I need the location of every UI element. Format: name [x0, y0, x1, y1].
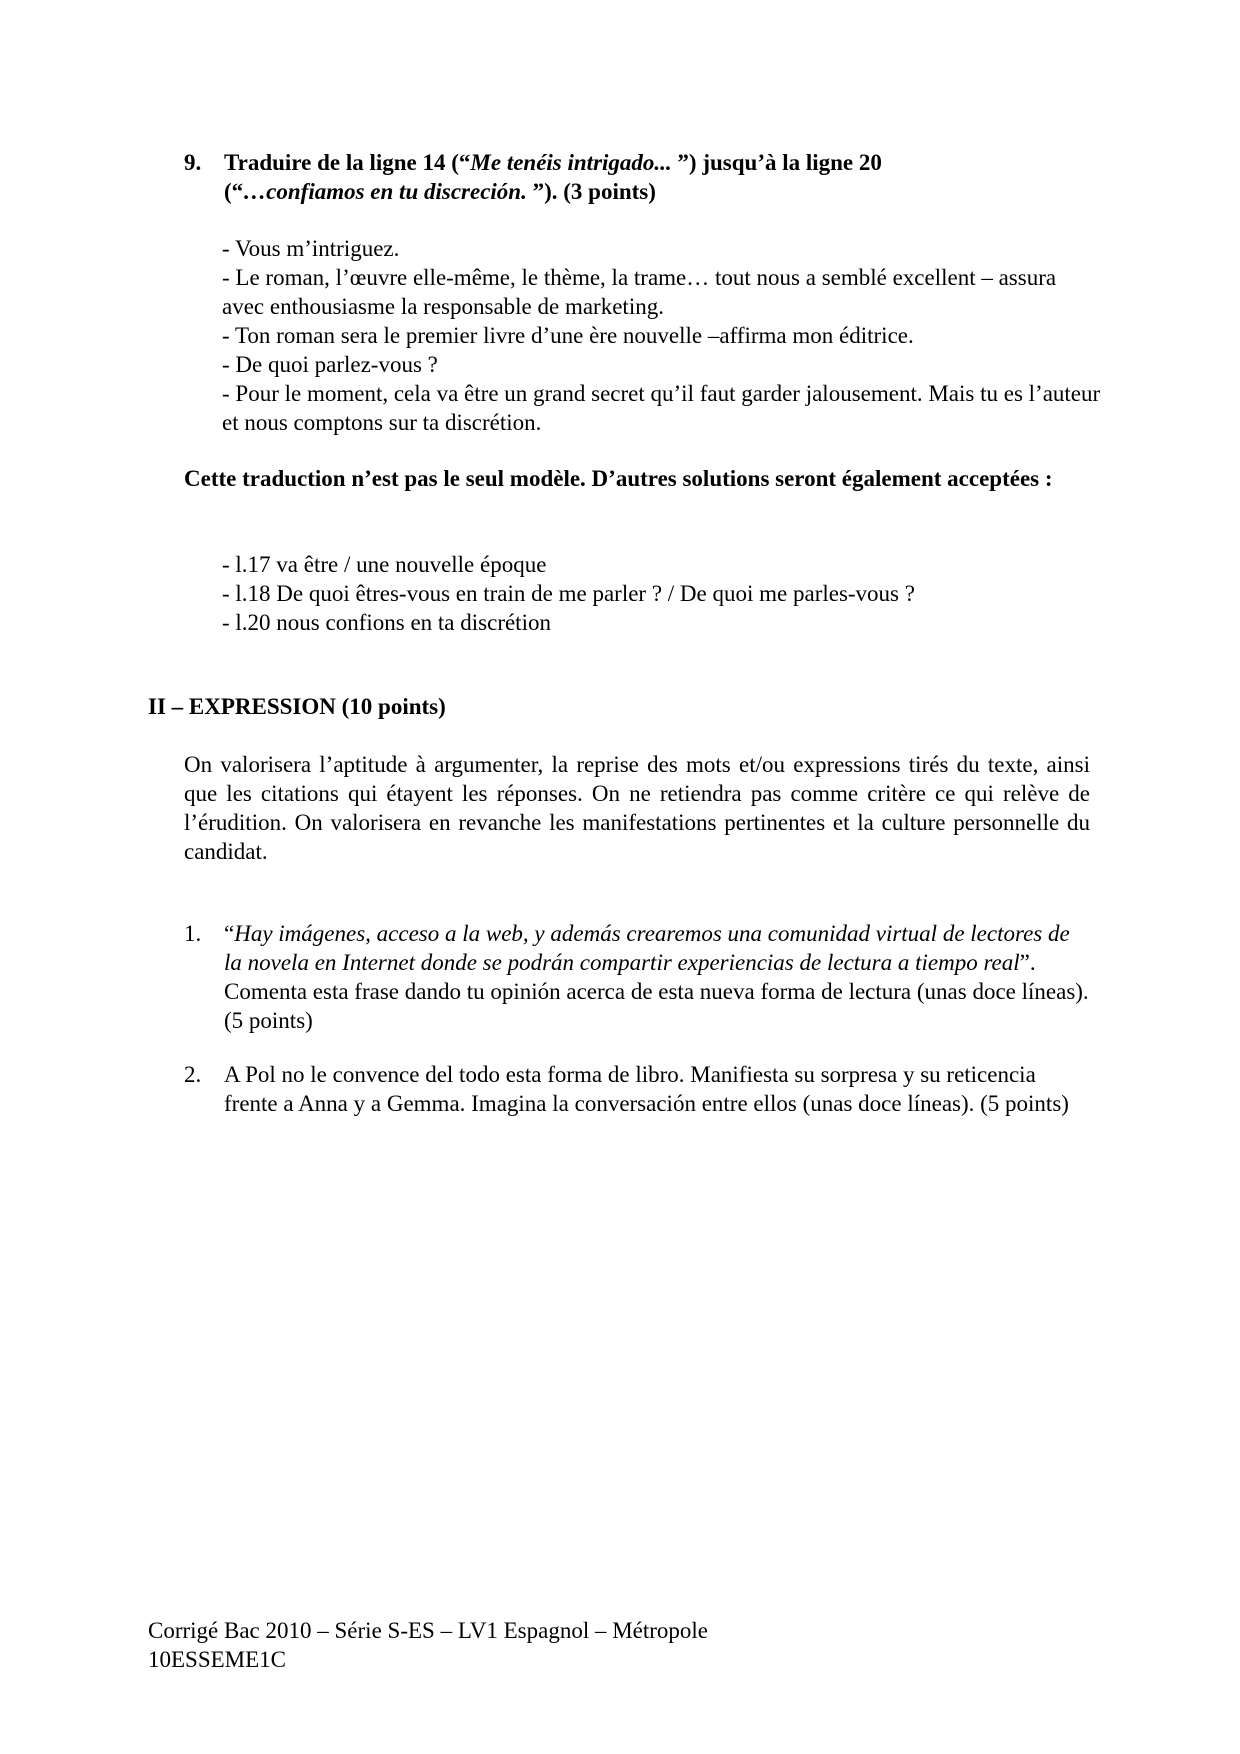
section-heading: II – EXPRESSION (10 points) [148, 694, 446, 719]
open-quote: “ [224, 921, 235, 946]
translation-line: - Pour le moment, cela va être un grand secret qu’il faut garder jalousement. Mais tu es l’auteur et nous comptons sur ta discrétion. [222, 381, 1101, 435]
quoted-line-end: …confiamos en tu discreción. [243, 179, 527, 204]
alternative-line: - l.18 De quoi êtres-vous en train de me parler ? / De quoi me parles-vous ? [222, 581, 915, 606]
translation-line: - Vous m’intriguez. [222, 236, 400, 261]
alternative-line: - l.17 va être / une nouvelle époque [222, 552, 547, 577]
question-title-part: ”). (3 points) [526, 179, 656, 204]
item-text: A Pol no le convence del todo esta forma de libro. Manifiesta su sorpresa y su reticencia frente a Anna y a Gemma. Imagina la conversación entre ellos (unas doce líneas). (5 points) [224, 1062, 1069, 1116]
expression-question-1 [184, 919, 1090, 1035]
question-number: 9. [184, 150, 202, 175]
quoted-sentence: Hay imágenes, acceso a la web, y además crearemos una comunidad virtual de lectores de la novela en Internet donde se podrán compartir experiencias de lectura a tiempo real [224, 921, 1070, 975]
alternative-line: - l.20 nous confions en ta discrétion [222, 610, 551, 635]
translation-line: - Ton roman sera le premier livre d’une ère nouvelle –affirma mon éditrice. [222, 323, 914, 348]
alternative-solutions [222, 550, 1102, 637]
translation-note: Cette traduction n’est pas le seul modèle. D’autres solutions seront également acceptées : [184, 466, 1053, 491]
translation-line: - Le roman, l’œuvre elle-même, le thème, la trame… tout nous a semblé excellent – assura avec enthousiasme la responsable de marketing. [222, 265, 1057, 319]
page-footer [148, 1616, 708, 1674]
item-number: 2. [184, 1062, 202, 1087]
translation-line: - De quoi parlez-vous ? [222, 352, 438, 377]
question-9-heading [184, 148, 1104, 206]
section-intro: On valorisera l’aptitude à argumenter, la reprise des mots et/ou expressions tirés du texte, ainsi que les citations qui étayent les réponses. On ne retiendra pas comme critère ce qui relève de l’érudition. On valorisera en revanche les manifestations pertinentes et la culture personnelle du candidat. [184, 752, 1090, 864]
question-title-part: (“ [224, 179, 244, 204]
question-title-part: ”) jusqu’à la ligne 20 [671, 150, 882, 175]
footer-title: Corrigé Bac 2010 – Série S-ES – LV1 Espagnol – Métropole [148, 1618, 709, 1643]
expression-question-2 [184, 1060, 1090, 1118]
item-number: 1. [184, 921, 202, 946]
question-title-part: Traduire de la ligne 14 (“ [224, 150, 471, 175]
translation-block [222, 234, 1102, 437]
footer-code: 10ESSEME1C [148, 1647, 287, 1672]
item-instruction: ”. Comenta esta frase dando tu opinión acerca de esta nueva forma de lectura (unas doce líneas). (5 points) [224, 950, 1089, 1033]
quoted-line-start: Me tenéis intrigado... [470, 150, 672, 175]
